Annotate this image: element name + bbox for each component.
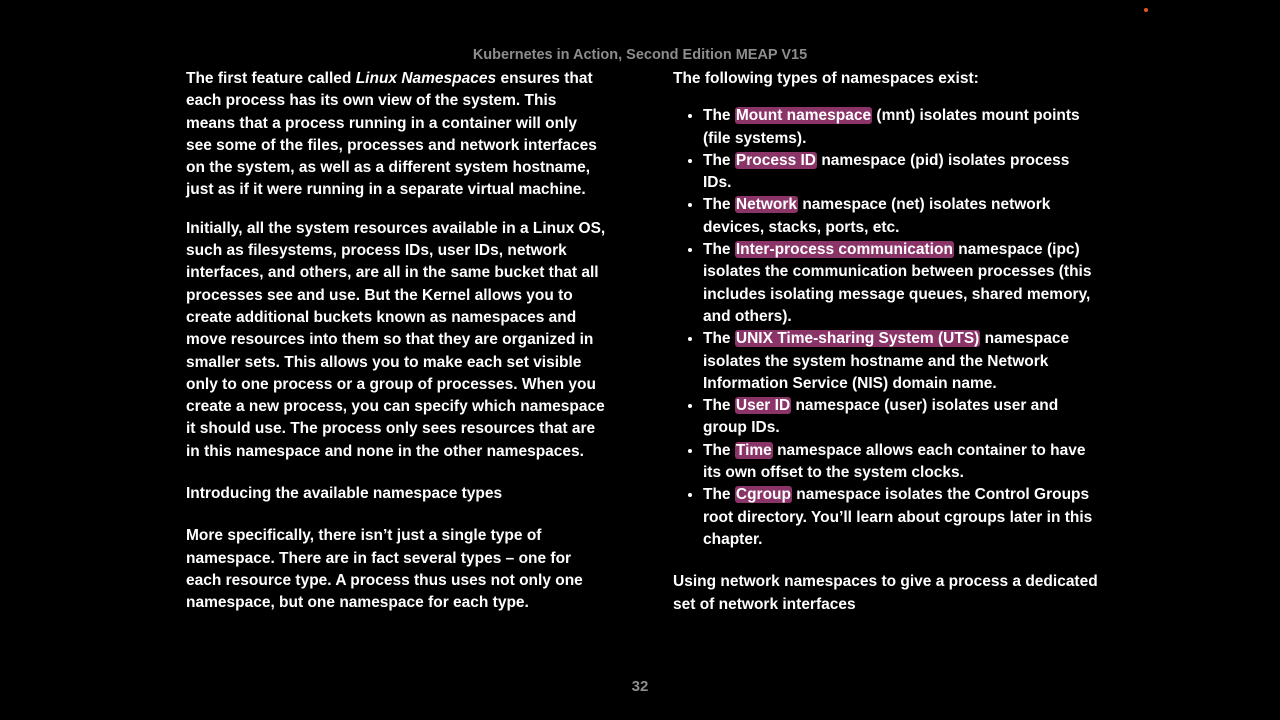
highlighted-text[interactable]: Time	[735, 441, 772, 459]
paragraph-text: ensures that each process has its own view of the system. This means that a process running in a container will only see some of the files, processes and network interfaces on the system, as well as a different system hostname, just as if it were running in a separate virtual machine.	[186, 70, 597, 199]
list-item-text: namespace isolates the Control Groups root directory. You’ll learn about cgroups later in this chapter.	[703, 486, 1093, 548]
highlighted-text[interactable]: Network	[735, 196, 798, 214]
list-item-prefix: The	[703, 107, 735, 125]
list-item-prefix: The	[703, 241, 735, 259]
list-item-text: namespace (net) isolates network devices, stacks, ports, etc.	[703, 196, 1051, 236]
list-item-prefix: The	[703, 441, 735, 459]
highlighted-text[interactable]: Inter-process communication	[735, 241, 953, 259]
list-item-text: namespace (pid) isolates process IDs.	[703, 151, 1070, 192]
list-item	[703, 105, 1098, 150]
list-item	[703, 484, 1098, 551]
section-heading: Using network namespaces to give a process a dedicated set of network interfaces	[673, 573, 1098, 613]
list-item-prefix: The	[703, 330, 735, 348]
section-heading: Introducing the available namespace types	[186, 485, 503, 503]
namespace-types-list	[673, 105, 1098, 551]
highlighted-text[interactable]: Cgroup	[735, 486, 791, 504]
list-item	[703, 150, 1098, 195]
highlighted-text[interactable]: Mount namespace	[735, 107, 872, 125]
list-item-prefix: The	[703, 397, 735, 415]
list-item-text: namespace allows each container to have its own offset to the system clocks.	[703, 441, 1086, 482]
list-item-text: namespace (ipc) isolates the communication between processes (this includes isolating message queues, shared memory, and others).	[703, 241, 1092, 325]
left-column	[186, 68, 606, 615]
list-item	[703, 239, 1098, 328]
list-item-prefix: The	[703, 486, 735, 504]
book-title: Kubernetes in Action, Second Edition MEAP V15	[472, 47, 808, 63]
paragraph-text: The first feature called	[186, 70, 356, 87]
list-item-text: (mnt) isolates mount points (file systems).	[703, 107, 1080, 147]
highlighted-text[interactable]: User ID	[735, 397, 791, 415]
page-number: 32	[631, 678, 649, 695]
highlighted-text[interactable]: Process ID	[735, 151, 817, 169]
list-item-text: namespace isolates the system hostname and the Network Information Service (NIS) domain name.	[703, 330, 1070, 392]
list-item-prefix: The	[703, 151, 735, 169]
list-item	[703, 395, 1098, 440]
list-item	[703, 328, 1098, 395]
list-item-text: namespace (user) isolates user and group IDs.	[703, 397, 1059, 437]
list-item-prefix: The	[703, 196, 735, 214]
paragraph-namespace-types: More specifically, there isn’t just a single type of namespace. There are in fact several types – one for each resource type. A process thus uses not only one namespace, but one namespace for each type.	[186, 527, 583, 612]
emphasis-text: Linux Namespaces	[355, 70, 497, 87]
list-intro: The following types of namespaces exist:	[673, 70, 979, 87]
highlighted-text[interactable]: UNIX Time-sharing System (UTS)	[735, 330, 980, 348]
list-item	[703, 194, 1098, 239]
paragraph-system-resources: Initially, all the system resources available in a Linux OS, such as filesystems, process IDs, user IDs, network interfaces, and others, are all in the same bucket that all processes see and use. But the Kernel allows you to create additional buckets known as namespaces and move resources into them so that they are organized in smaller sets. This allows you to make each set visible only to one process or a group of processes. When you create a new process, you can specify which namespace it should use. The process only sees resources that are in this namespace and none in the other namespaces.	[186, 219, 606, 460]
right-column	[673, 68, 1098, 616]
list-item	[703, 440, 1098, 485]
paragraph-linux-namespaces	[186, 68, 606, 202]
indicator-dot	[1144, 8, 1148, 12]
